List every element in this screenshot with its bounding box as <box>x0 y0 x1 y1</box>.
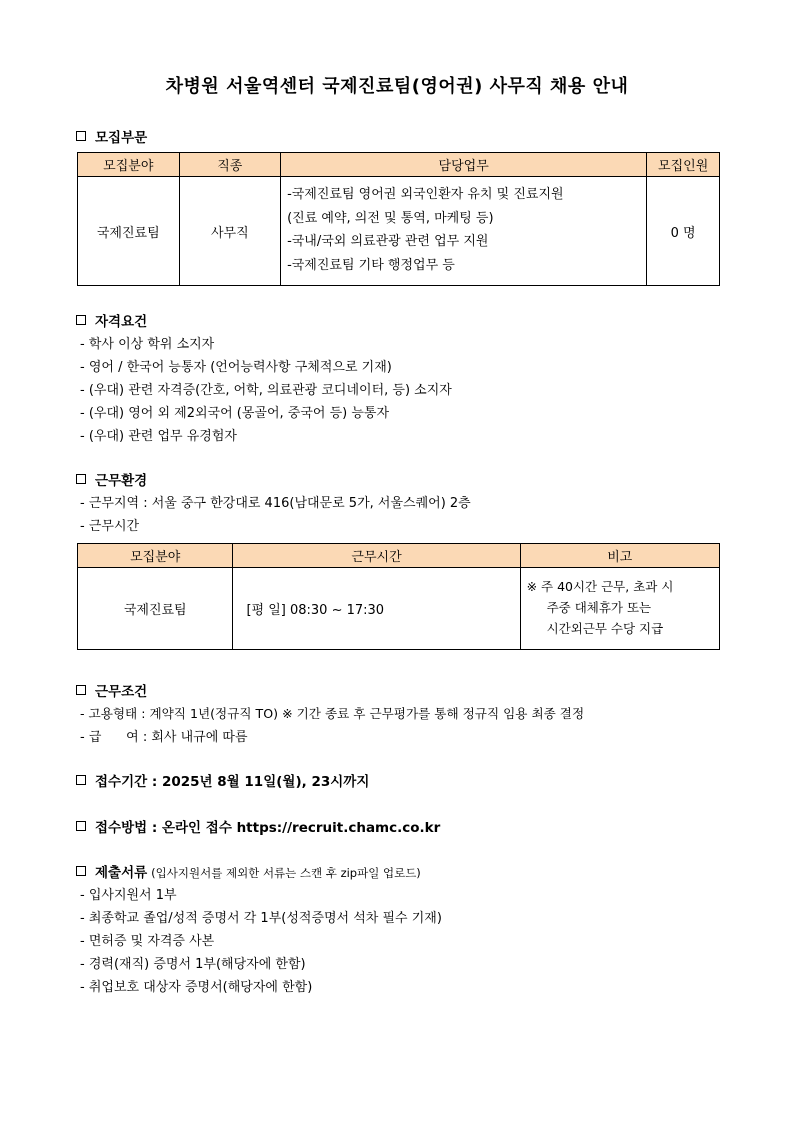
table-header-cell: 모집인원 <box>647 153 720 177</box>
table-header-row <box>78 153 720 177</box>
table-header-cell: 근무시간 <box>233 544 520 568</box>
checkbox-square-icon <box>76 866 86 876</box>
salary: - 급 여 : 회사 내규에 따름 <box>80 730 248 745</box>
note-line: 주중 대체휴가 또는 <box>546 600 652 615</box>
checkbox-square-icon <box>76 775 86 785</box>
list-item: - 영어 / 한국어 능통자 (언어능력사항 구체적으로 기재) <box>80 360 392 375</box>
employment-type: - 고용형태 : 계약직 1년(정규직 TO) ※ 기간 종료 후 근무평가를 통해 정규직 임용 최종 결정 <box>80 706 585 721</box>
documents-note: (입사지원서를 제외한 서류는 스캔 후 zip파일 업로드) <box>151 866 421 880</box>
checkbox-square-icon <box>76 131 86 141</box>
table-header-cell: 모집분야 <box>78 544 233 568</box>
duties-cell <box>281 177 647 286</box>
list-item: - 경력(재직) 증명서 1부(해당자에 한함) <box>80 957 306 972</box>
table-header-cell: 직종 <box>179 153 281 177</box>
duty-line: -국제진료팀 기타 행정업무 등 <box>287 257 455 273</box>
duty-line: (진료 예약, 의전 및 통역, 마케팅 등) <box>287 210 494 226</box>
table-header-cell: 비고 <box>520 544 719 568</box>
section-documents-heading: 제출서류 (입사지원서를 제외한 서류는 스캔 후 zip파일 업로드) <box>76 861 421 881</box>
table-header-row <box>78 544 720 568</box>
checkbox-square-icon <box>76 474 86 484</box>
work-hours-label: - 근무시간 <box>80 519 140 534</box>
list-item: - 최종학교 졸업/성적 증명서 각 1부(성적증명서 석차 필수 기재) <box>80 911 442 926</box>
checkbox-square-icon <box>76 685 86 695</box>
time-cell: [평 일] 08:30 ~ 17:30 <box>233 568 520 650</box>
count-cell: 0 명 <box>647 177 720 286</box>
section-method: 접수방법 : 온라인 접수 https://recruit.chamc.co.kr <box>76 816 440 836</box>
list-item: - (우대) 관련 자격증(간호, 어학, 의료관광 코디네이터, 등) 소지자 <box>80 383 452 398</box>
section-recruit-heading: 모집부문 <box>76 126 147 146</box>
table-row <box>78 568 720 650</box>
section-conditions-heading: 근무조건 <box>76 680 147 700</box>
section-qualifications-heading: 자격요건 <box>76 310 147 330</box>
note-line: ※ 주 40시간 근무, 초과 시 <box>526 579 674 594</box>
table-header-cell: 모집분야 <box>78 153 180 177</box>
checkbox-square-icon <box>76 821 86 831</box>
table-row <box>78 177 720 286</box>
page-title: 차병원 서울역센터 국제진료팀(영어권) 사무직 채용 안내 <box>165 76 629 97</box>
list-item: - 입사지원서 1부 <box>80 888 177 903</box>
recruit-table <box>77 152 720 286</box>
list-item: - (우대) 영어 외 제2외국어 (몽골어, 중국어 등) 능통자 <box>80 406 390 421</box>
list-item: - 취업보호 대상자 증명서(해당자에 한함) <box>80 980 313 995</box>
duty-line: -국내/국외 의료관광 관련 업무 지원 <box>287 234 489 249</box>
section-deadline: 접수기간 : 2025년 8월 11일(월), 23시까지 <box>76 770 369 790</box>
section-environment-heading: 근무환경 <box>76 469 147 489</box>
checkbox-square-icon <box>76 315 86 325</box>
work-location: - 근무지역 : 서울 중구 한강대로 416(남대문로 5가, 서울스퀘어) 2층 <box>80 496 471 511</box>
list-item: - (우대) 관련 업무 유경험자 <box>80 429 237 444</box>
hours-table <box>77 543 720 650</box>
table-header-cell: 담당업무 <box>281 153 647 177</box>
note-cell <box>520 568 719 650</box>
field-cell: 국제진료팀 <box>78 177 180 286</box>
list-item: - 면허증 및 자격증 사본 <box>80 934 215 949</box>
job-cell: 사무직 <box>179 177 281 286</box>
field-cell: 국제진료팀 <box>78 568 233 650</box>
note-line: 시간외근무 수당 지급 <box>546 621 664 636</box>
list-item: - 학사 이상 학위 소지자 <box>80 337 215 352</box>
duty-line: -국제진료팀 영어권 외국인환자 유치 및 진료지원 <box>287 187 564 202</box>
